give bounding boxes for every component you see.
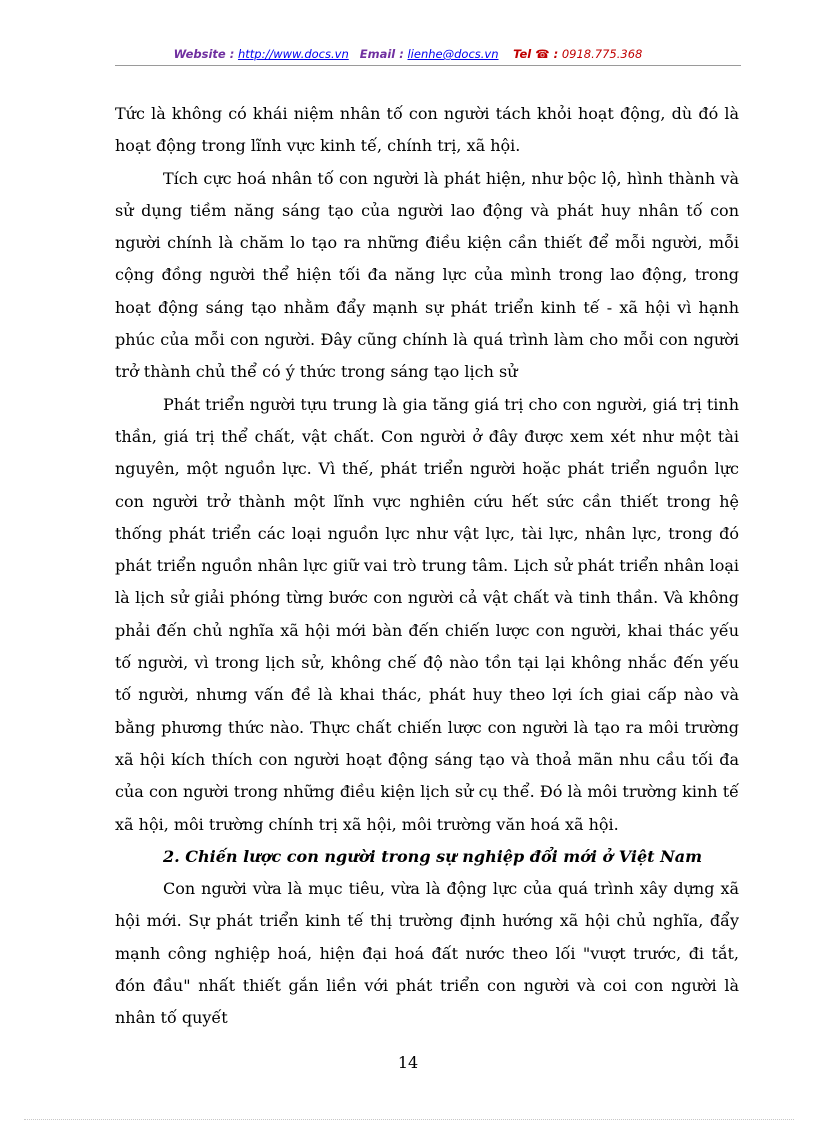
paragraph: Con người vừa là mục tiêu, vừa là động lực của quá trình xây dựng xã hội mới. Sự phát triển kinh tế thị trường định hướng xã hội chủ nghĩa, đẩy mạnh công nghiệp hoá, hiện đại hoá đất nước theo lối "vượt trước, đi tắt, đón đầu" nhất thiết gắn liền với phát triển con người và coi con người là nhân tố quyết (115, 879, 739, 1028)
website-link[interactable]: http://www.docs.vn (237, 47, 349, 61)
email-link[interactable]: lienhe@docs.vn (407, 47, 499, 61)
tel-label: Tel ☎ : (513, 47, 559, 61)
page-number: 14 (397, 1053, 419, 1072)
paragraph: Tích cực hoá nhân tố con người là phát hiện, như bộc lộ, hình thành và sử dụng tiềm năng sáng tạo của người lao động và phát huy nhân tố con người chính là chăm lo tạo ra những điều kiện cần thiết để mỗi người, mỗi cộng đồng người thể hiện tối đa năng lực của mình trong lao động, trong hoạt động sáng tạo nhằm đẩy mạnh sự phát triển kinh tế - xã hội vì hạnh phúc của mỗi con người. Đây cũng chính là quá trình làm cho mỗi con người trở thành chủ thể có ý thức trong sáng tạo lịch sử (115, 168, 739, 382)
header-divider (115, 65, 741, 66)
paragraph: Tức là không có khái niệm nhân tố con người tách khỏi hoạt động, dù đó là hoạt động trong lĩnh vực kinh tế, chính trị, xã hội. (115, 104, 739, 156)
footer-divider (24, 1119, 794, 1120)
document-body (115, 98, 739, 1035)
website-label: Website : (173, 47, 235, 61)
section-heading: 2. Chiến lược con người trong sự nghiệp đổi mới ở Việt Nam (163, 846, 703, 866)
page-header (0, 47, 816, 61)
paragraph: Phát triển người tựu trung là gia tăng giá trị cho con người, giá trị tinh thần, giá trị thể chất, vật chất. Con người ở đây được xem xét như một tài nguyên, một nguồn lực. Vì thế, phát triển người hoặc phát triển nguồn lực con người trở thành một lĩnh vực nghiên cứu hết sức cần thiết trong hệ thống phát triển các loại nguồn lực như vật lực, tài lực, nhân lực, trong đó phát triển nguồn nhân lực giữ vai trò trung tâm. Lịch sử phát triển nhân loại là lịch sử giải phóng từng bước con người cả vật chất và tinh thần. Và không phải đến chủ nghĩa xã hội mới bàn đến chiến lược con người, khai thác yếu tố người, vì trong lịch sử, không chế độ nào tồn tại lại không nhắc đến yếu tố người, nhưng vấn đề là khai thác, phát huy theo lợi ích giai cấp nào và bằng phương thức nào. Thực chất chiến lược con người là tạo ra môi trường xã hội kích thích con người hoạt động sáng tạo và thoả mãn nhu cầu tối đa của con người trong những điều kiện lịch sử cụ thể. Đó là môi trường kinh tế xã hội, môi trường chính trị xã hội, môi trường văn hoá xã hội. (115, 394, 739, 834)
tel-number: 0918.775.368 (561, 47, 643, 61)
email-label: Email : (359, 47, 404, 61)
